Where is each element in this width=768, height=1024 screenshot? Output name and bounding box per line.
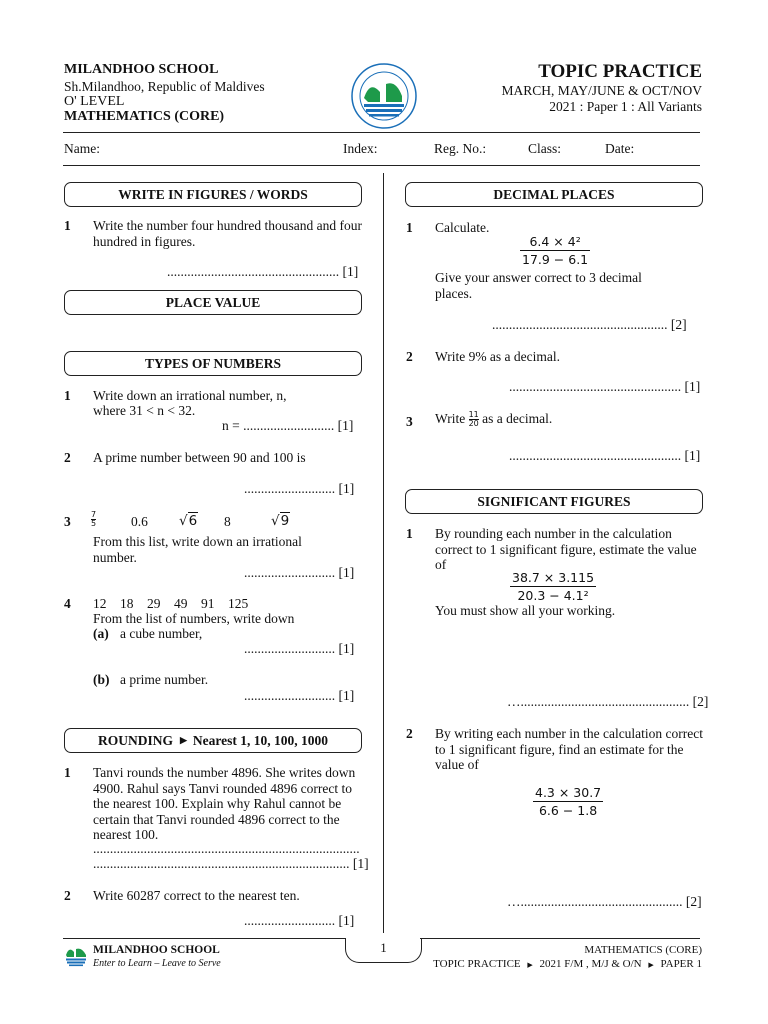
- question-number: 2: [64, 450, 71, 465]
- section-header-decimal-places: DECIMAL PLACES: [405, 182, 703, 207]
- sqrt-six: √6: [179, 513, 198, 529]
- answer-line[interactable]: ................................................... [1]: [509, 448, 701, 463]
- question-number: 1: [64, 218, 71, 233]
- footer-meta: [433, 958, 702, 970]
- answer-line[interactable]: ................................................... [1]: [167, 264, 359, 279]
- question-text: where 31 < n < 32.: [93, 403, 196, 418]
- answer-line[interactable]: ….................................................. [2]: [507, 694, 709, 709]
- subject: MATHEMATICS (CORE): [64, 109, 225, 124]
- answer-line[interactable]: ........................... [1]: [244, 641, 355, 656]
- page-number-tab: 1: [345, 938, 422, 963]
- question-number: 1: [64, 765, 71, 780]
- footer-rule-left: [63, 938, 345, 939]
- answer-line[interactable]: .................................................... [2]: [492, 317, 687, 332]
- answer-line[interactable]: …................................................ [2]: [507, 894, 702, 909]
- footer-meta-b: 2021 F/M , M/J & O/N: [539, 958, 642, 970]
- question-number: 1: [406, 220, 413, 235]
- question-text: [435, 411, 552, 428]
- answer-line[interactable]: ........................... [1]: [244, 565, 355, 580]
- school-name: MILANDHOO SCHOOL: [64, 62, 219, 77]
- answer-line[interactable]: ...............................................................................: [93, 841, 360, 856]
- answer-line[interactable]: ........................... [1]: [244, 688, 355, 703]
- play-triangle-icon: ▶: [527, 961, 533, 969]
- fraction-expression: $\frac{4.3 \times 30.7}{6.6 - 1.8}$: [535, 785, 602, 818]
- question-text: Write 60287 correct to the nearest ten.: [93, 888, 300, 903]
- class-field[interactable]: Class:: [528, 141, 562, 156]
- question-text: A prime number between 90 and 100 is: [93, 450, 306, 465]
- question-text: Tanvi rounds the number 4896. She writes down 4900. Rahul says Tanvi rounded 4896 correct to the nearest 100. Explain why Rahul cannot be certain that Tanvi rounded 4896 correct to the nearest 100.: [93, 765, 356, 842]
- school-address: Sh.Milandhoo, Republic of Maldives: [64, 79, 265, 94]
- question-number: 2: [406, 349, 413, 364]
- index-field[interactable]: Index:: [343, 141, 378, 156]
- reg-field[interactable]: Reg. No.:: [434, 141, 487, 156]
- answer-line[interactable]: ................................................... [1]: [509, 379, 701, 394]
- section-header-types-of-numbers: TYPES OF NUMBERS: [64, 351, 362, 376]
- sessions: MARCH, MAY/JUNE & OCT/NOV: [501, 83, 702, 98]
- question-number: 2: [64, 888, 71, 903]
- question-text: Give your answer correct to 3 decimal places.: [435, 270, 642, 301]
- part-text: a cube number,: [120, 626, 203, 641]
- answer-line[interactable]: ........................... [1]: [244, 913, 355, 928]
- question-text: Write 9% as a decimal.: [435, 349, 561, 364]
- level: O' LEVEL: [64, 94, 125, 109]
- section-header-significant-figures: SIGNIFICANT FIGURES: [405, 489, 703, 514]
- question-text: Write the number four hundred thousand and four hundred in figures.: [93, 218, 363, 249]
- number-list: 12 18 29 49 91 125: [93, 596, 249, 611]
- rounding-title: ROUNDING: [97, 732, 173, 748]
- question-number: 4: [64, 596, 71, 611]
- question-text: Calculate.: [435, 220, 490, 235]
- fraction-eleven-twentieths: $\frac{11}{20}$: [468, 410, 479, 429]
- question-text: Write down an irrational number, n,: [93, 388, 287, 403]
- list-value: 0.6: [131, 514, 148, 529]
- number-list: [91, 510, 291, 536]
- answer-line[interactable]: ............................................................................ [1]: [93, 856, 369, 871]
- question-text: From the list of numbers, write down: [93, 611, 295, 626]
- part-text: a prime number.: [120, 672, 209, 687]
- answer-line[interactable]: n = ........................... [1]: [222, 418, 354, 433]
- question-number: 2: [406, 726, 413, 741]
- question-number: 3: [406, 414, 413, 429]
- play-triangle-icon: ▶: [179, 735, 187, 745]
- footer-meta-a: TOPIC PRACTICE: [433, 958, 521, 970]
- footer-meta-c: PAPER 1: [660, 958, 702, 970]
- footer-subject: MATHEMATICS (CORE): [584, 944, 702, 956]
- footer-rule-right: [420, 938, 700, 939]
- paper-info: 2021 : Paper 1 : All Variants: [549, 99, 702, 114]
- header-rule-bottom: [63, 165, 700, 166]
- footer-school: MILANDHOO SCHOOL: [93, 944, 220, 956]
- part-label: (b): [93, 672, 110, 687]
- name-field[interactable]: Name:: [64, 141, 100, 156]
- play-triangle-icon: ▶: [648, 961, 654, 969]
- answer-line[interactable]: ........................... [1]: [244, 481, 355, 496]
- question-number: 1: [64, 388, 71, 403]
- fraction-expression: $\frac{\text{6.4 × 4²}}{17.9 - 6.1}$: [522, 234, 589, 267]
- section-header-write-in-figures: WRITE IN FIGURES / WORDS: [64, 182, 362, 207]
- header-rule-top: [63, 132, 700, 133]
- fraction-expression: $\frac{38.7 \times 3.115}{\text{20.3 − 4.1²}}$: [512, 570, 595, 603]
- question-number: 1: [406, 526, 413, 541]
- section-header-rounding: [64, 728, 362, 753]
- rounding-subtitle: Nearest 1, 10, 100, 1000: [192, 732, 329, 748]
- list-value: 8: [224, 514, 231, 529]
- part-label: (a): [93, 626, 109, 641]
- question-text: You must show all your working.: [435, 603, 616, 618]
- column-divider: [383, 173, 384, 933]
- section-header-place-value: PLACE VALUE: [64, 290, 362, 315]
- question-text: By writing each number in the calculation correct to 1 significant figure, find an estimate for the value of: [435, 726, 704, 772]
- question-text: By rounding each number in the calculation correct to 1 significant figure, estimate the value of: [435, 526, 697, 572]
- q3-post: as a decimal.: [482, 411, 553, 426]
- footer-motto: Enter to Learn – Leave to Serve: [93, 958, 221, 969]
- q3-pre: Write: [435, 411, 466, 426]
- doc-title: TOPIC PRACTICE: [538, 61, 702, 82]
- school-crest-icon: [64, 943, 88, 967]
- school-crest-icon: [350, 62, 418, 130]
- sqrt-nine: √9: [271, 513, 290, 529]
- question-text: From this list, write down an irrational number.: [93, 534, 302, 565]
- date-field[interactable]: Date:: [605, 141, 635, 156]
- question-number: 3: [64, 514, 71, 529]
- fraction-seven-fifths: 7 5: [91, 510, 97, 528]
